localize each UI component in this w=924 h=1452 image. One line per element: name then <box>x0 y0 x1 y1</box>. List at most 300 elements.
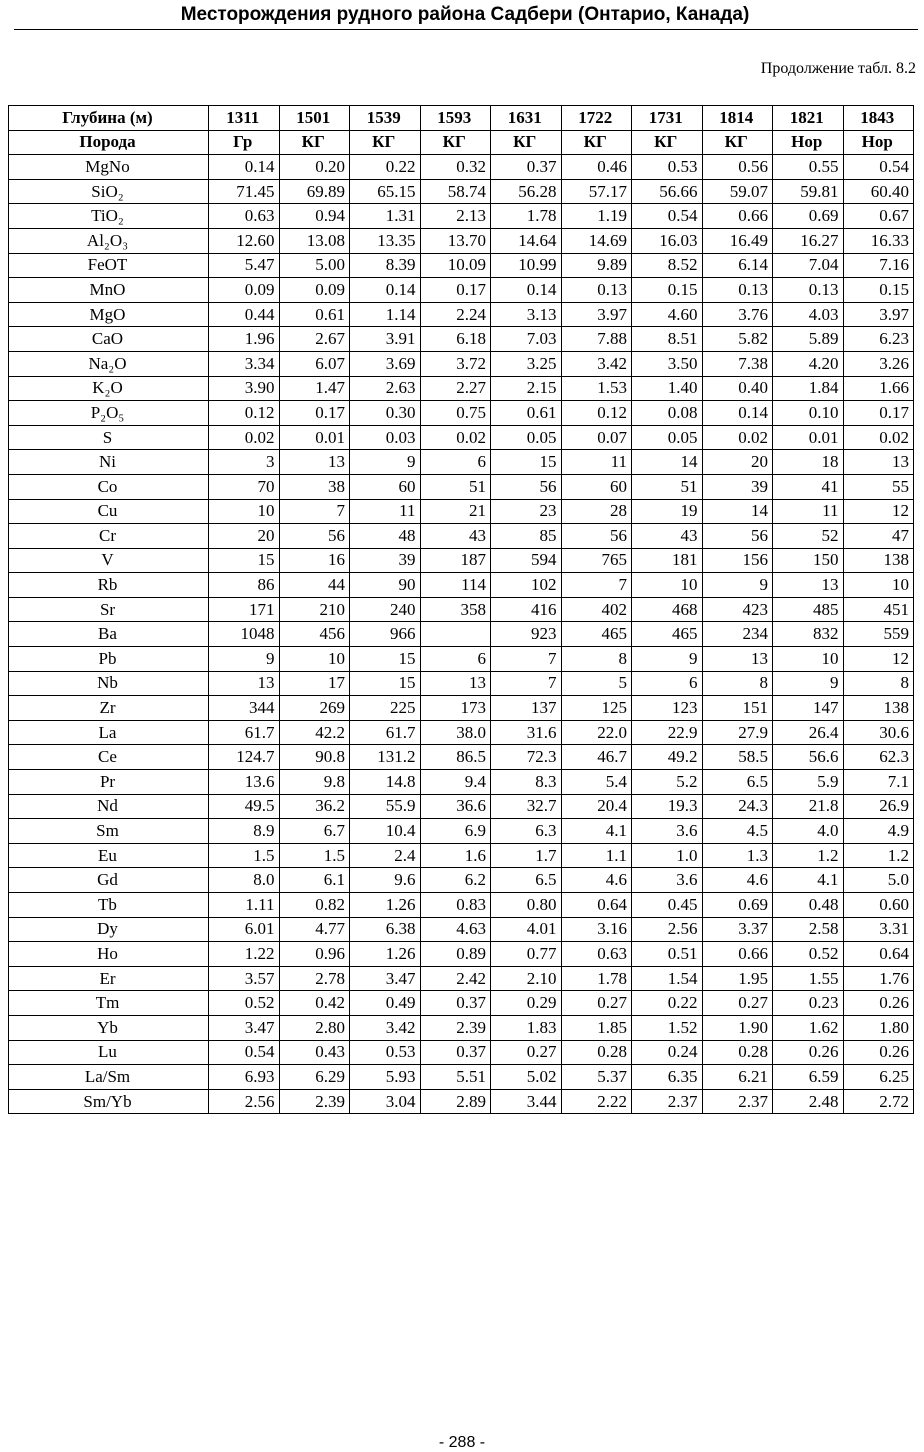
value-cell: 9.4 <box>420 770 491 795</box>
value-cell: 24.3 <box>702 794 773 819</box>
row-label: P₂O₅ <box>9 401 209 426</box>
value-cell: 3.50 <box>632 351 703 376</box>
value-cell: 9 <box>632 647 703 672</box>
value-cell: 0.22 <box>350 155 421 180</box>
value-cell: 90.8 <box>279 745 350 770</box>
value-cell: 4.1 <box>773 868 844 893</box>
value-cell: 28 <box>561 499 632 524</box>
rock-cell: КГ <box>420 130 491 155</box>
value-cell: 1.14 <box>350 302 421 327</box>
value-cell: 48 <box>350 524 421 549</box>
value-cell: 5.37 <box>561 1065 632 1090</box>
value-cell: 9.8 <box>279 770 350 795</box>
value-cell: 18 <box>773 450 844 475</box>
value-cell: 1.2 <box>843 843 914 868</box>
value-cell: 1.54 <box>632 966 703 991</box>
value-cell: 0.02 <box>843 425 914 450</box>
value-cell: 3.13 <box>491 302 562 327</box>
value-cell: 10.99 <box>491 253 562 278</box>
table-row <box>9 917 914 942</box>
value-cell: 90 <box>350 573 421 598</box>
table-row <box>9 327 914 352</box>
value-cell: 56 <box>491 474 562 499</box>
value-cell: 2.63 <box>350 376 421 401</box>
value-cell: 0.52 <box>773 942 844 967</box>
value-cell: 4.03 <box>773 302 844 327</box>
value-cell: 5.9 <box>773 770 844 795</box>
value-cell: 114 <box>420 573 491 598</box>
value-cell: 4.20 <box>773 351 844 376</box>
value-cell: 1.19 <box>561 204 632 229</box>
value-cell: 138 <box>843 548 914 573</box>
table-row <box>9 499 914 524</box>
value-cell: 8 <box>561 647 632 672</box>
value-cell: 21 <box>420 499 491 524</box>
value-cell: 7 <box>279 499 350 524</box>
value-cell: 0.26 <box>843 1040 914 1065</box>
value-cell: 0.30 <box>350 401 421 426</box>
value-cell: 3 <box>209 450 280 475</box>
value-cell: 240 <box>350 597 421 622</box>
value-cell: 16.33 <box>843 228 914 253</box>
value-cell: 0.66 <box>702 204 773 229</box>
value-cell: 2.89 <box>420 1089 491 1114</box>
row-label: Nd <box>9 794 209 819</box>
value-cell: 13 <box>279 450 350 475</box>
value-cell: 39 <box>702 474 773 499</box>
value-cell: 8.9 <box>209 819 280 844</box>
value-cell: 171 <box>209 597 280 622</box>
value-cell: 1.2 <box>773 843 844 868</box>
value-cell: 485 <box>773 597 844 622</box>
value-cell: 0.61 <box>279 302 350 327</box>
value-cell <box>420 622 491 647</box>
row-label: Ni <box>9 450 209 475</box>
value-cell: 0.17 <box>420 278 491 303</box>
value-cell: 51 <box>420 474 491 499</box>
value-cell: 42.2 <box>279 720 350 745</box>
rock-cell: Нор <box>773 130 844 155</box>
value-cell: 5.82 <box>702 327 773 352</box>
rock-cell: КГ <box>491 130 562 155</box>
value-cell: 0.69 <box>702 893 773 918</box>
value-cell: 1.11 <box>209 893 280 918</box>
value-cell: 2.78 <box>279 966 350 991</box>
value-cell: 0.27 <box>702 991 773 1016</box>
value-cell: 1.26 <box>350 942 421 967</box>
value-cell: 0.37 <box>420 1040 491 1065</box>
value-cell: 0.64 <box>561 893 632 918</box>
value-cell: 269 <box>279 696 350 721</box>
value-cell: 0.56 <box>702 155 773 180</box>
value-cell: 0.13 <box>561 278 632 303</box>
value-cell: 0.12 <box>561 401 632 426</box>
value-cell: 3.44 <box>491 1089 562 1114</box>
value-cell: 1.5 <box>279 843 350 868</box>
value-cell: 966 <box>350 622 421 647</box>
table-row <box>9 720 914 745</box>
table-row <box>9 671 914 696</box>
value-cell: 12 <box>843 647 914 672</box>
value-cell: 26.9 <box>843 794 914 819</box>
row-label: Dy <box>9 917 209 942</box>
row-label: Ba <box>9 622 209 647</box>
value-cell: 0.03 <box>350 425 421 450</box>
value-cell: 13.6 <box>209 770 280 795</box>
value-cell: 3.34 <box>209 351 280 376</box>
value-cell: 5.4 <box>561 770 632 795</box>
row-label: Sm <box>9 819 209 844</box>
value-cell: 7.16 <box>843 253 914 278</box>
table-row <box>9 1015 914 1040</box>
value-cell: 416 <box>491 597 562 622</box>
value-cell: 125 <box>561 696 632 721</box>
value-cell: 1.1 <box>561 843 632 868</box>
value-cell: 3.16 <box>561 917 632 942</box>
value-cell: 59.07 <box>702 179 773 204</box>
table-row <box>9 573 914 598</box>
geochemistry-table <box>8 105 914 1114</box>
value-cell: 1.84 <box>773 376 844 401</box>
value-cell: 0.02 <box>420 425 491 450</box>
value-cell: 0.24 <box>632 1040 703 1065</box>
value-cell: 69.89 <box>279 179 350 204</box>
value-cell: 11 <box>350 499 421 524</box>
value-cell: 13.70 <box>420 228 491 253</box>
value-cell: 43 <box>632 524 703 549</box>
value-cell: 3.72 <box>420 351 491 376</box>
row-label: Co <box>9 474 209 499</box>
table-body <box>9 155 914 1114</box>
table-row <box>9 843 914 868</box>
value-cell: 2.37 <box>702 1089 773 1114</box>
value-cell: 6.23 <box>843 327 914 352</box>
value-cell: 4.63 <box>420 917 491 942</box>
value-cell: 58.74 <box>420 179 491 204</box>
value-cell: 0.32 <box>420 155 491 180</box>
row-label: FeOT <box>9 253 209 278</box>
table-row <box>9 228 914 253</box>
row-label: SiO₂ <box>9 179 209 204</box>
value-cell: 3.90 <box>209 376 280 401</box>
value-cell: 61.7 <box>350 720 421 745</box>
value-cell: 72.3 <box>491 745 562 770</box>
value-cell: 9 <box>209 647 280 672</box>
value-cell: 0.01 <box>279 425 350 450</box>
depth-cell: 1501 <box>279 106 350 131</box>
value-cell: 3.04 <box>350 1089 421 1114</box>
row-label: MgO <box>9 302 209 327</box>
table-row <box>9 524 914 549</box>
value-cell: 26.4 <box>773 720 844 745</box>
depth-cell: 1722 <box>561 106 632 131</box>
value-cell: 31.6 <box>491 720 562 745</box>
table-row <box>9 597 914 622</box>
value-cell: 0.42 <box>279 991 350 1016</box>
value-cell: 3.25 <box>491 351 562 376</box>
row-label: La/Sm <box>9 1065 209 1090</box>
value-cell: 10 <box>632 573 703 598</box>
value-cell: 0.29 <box>491 991 562 1016</box>
value-cell: 7.88 <box>561 327 632 352</box>
value-cell: 0.75 <box>420 401 491 426</box>
value-cell: 2.4 <box>350 843 421 868</box>
value-cell: 19.3 <box>632 794 703 819</box>
value-cell: 15 <box>350 671 421 696</box>
value-cell: 0.14 <box>491 278 562 303</box>
value-cell: 1.55 <box>773 966 844 991</box>
value-cell: 1.5 <box>209 843 280 868</box>
value-cell: 0.60 <box>843 893 914 918</box>
running-header: Месторождения рудного района Садбери (Онтарио, Канада) <box>180 4 750 25</box>
value-cell: 56 <box>279 524 350 549</box>
value-cell: 5.47 <box>209 253 280 278</box>
value-cell: 1.7 <box>491 843 562 868</box>
value-cell: 3.47 <box>350 966 421 991</box>
rock-cell: Гр <box>209 130 280 155</box>
value-cell: 2.15 <box>491 376 562 401</box>
value-cell: 56 <box>702 524 773 549</box>
value-cell: 7.03 <box>491 327 562 352</box>
value-cell: 2.37 <box>632 1089 703 1114</box>
value-cell: 16 <box>279 548 350 573</box>
value-cell: 8 <box>843 671 914 696</box>
row-label: Pr <box>9 770 209 795</box>
value-cell: 1.96 <box>209 327 280 352</box>
value-cell: 0.80 <box>491 893 562 918</box>
value-cell: 0.02 <box>209 425 280 450</box>
value-cell: 0.08 <box>632 401 703 426</box>
value-cell: 57.17 <box>561 179 632 204</box>
value-cell: 8.52 <box>632 253 703 278</box>
row-label: Pb <box>9 647 209 672</box>
row-label: Rb <box>9 573 209 598</box>
value-cell: 1.62 <box>773 1015 844 1040</box>
table-row <box>9 278 914 303</box>
rock-label: Порода <box>9 130 209 155</box>
table-row <box>9 376 914 401</box>
value-cell: 6.35 <box>632 1065 703 1090</box>
value-cell: 38.0 <box>420 720 491 745</box>
row-label: Tb <box>9 893 209 918</box>
value-cell: 47 <box>843 524 914 549</box>
table-row <box>9 942 914 967</box>
value-cell: 0.26 <box>843 991 914 1016</box>
depth-cell: 1814 <box>702 106 773 131</box>
value-cell: 32.7 <box>491 794 562 819</box>
value-cell: 0.94 <box>279 204 350 229</box>
value-cell: 8.39 <box>350 253 421 278</box>
table-row <box>9 179 914 204</box>
value-cell: 0.09 <box>209 278 280 303</box>
row-label: TiO₂ <box>9 204 209 229</box>
value-cell: 6.25 <box>843 1065 914 1090</box>
value-cell: 0.89 <box>420 942 491 967</box>
value-cell: 17 <box>279 671 350 696</box>
value-cell: 36.6 <box>420 794 491 819</box>
value-cell: 156 <box>702 548 773 573</box>
row-label: Yb <box>9 1015 209 1040</box>
value-cell: 0.14 <box>209 155 280 180</box>
depth-cell: 1593 <box>420 106 491 131</box>
value-cell: 2.42 <box>420 966 491 991</box>
value-cell: 60 <box>350 474 421 499</box>
row-label: Lu <box>9 1040 209 1065</box>
value-cell: 0.63 <box>209 204 280 229</box>
value-cell: 49.5 <box>209 794 280 819</box>
value-cell: 456 <box>279 622 350 647</box>
value-cell: 181 <box>632 548 703 573</box>
value-cell: 14.8 <box>350 770 421 795</box>
value-cell: 2.72 <box>843 1089 914 1114</box>
value-cell: 10 <box>209 499 280 524</box>
value-cell: 10 <box>773 647 844 672</box>
value-cell: 0.02 <box>702 425 773 450</box>
value-cell: 559 <box>843 622 914 647</box>
table-row <box>9 450 914 475</box>
value-cell: 6 <box>420 647 491 672</box>
depth-cell: 1731 <box>632 106 703 131</box>
value-cell: 0.22 <box>632 991 703 1016</box>
value-cell: 0.63 <box>561 942 632 967</box>
value-cell: 0.66 <box>702 942 773 967</box>
value-cell: 3.57 <box>209 966 280 991</box>
value-cell: 19 <box>632 499 703 524</box>
value-cell: 6.3 <box>491 819 562 844</box>
value-cell: 11 <box>773 499 844 524</box>
value-cell: 1.6 <box>420 843 491 868</box>
value-cell: 0.13 <box>702 278 773 303</box>
value-cell: 7 <box>491 671 562 696</box>
value-cell: 2.48 <box>773 1089 844 1114</box>
value-cell: 21.8 <box>773 794 844 819</box>
value-cell: 4.60 <box>632 302 703 327</box>
value-cell: 2.24 <box>420 302 491 327</box>
value-cell: 0.37 <box>420 991 491 1016</box>
value-cell: 468 <box>632 597 703 622</box>
value-cell: 8.0 <box>209 868 280 893</box>
table-row <box>9 302 914 327</box>
value-cell: 0.27 <box>491 1040 562 1065</box>
value-cell: 6.5 <box>491 868 562 893</box>
value-cell: 0.37 <box>491 155 562 180</box>
value-cell: 3.6 <box>632 819 703 844</box>
value-cell: 52 <box>773 524 844 549</box>
value-cell: 8 <box>702 671 773 696</box>
depth-cell: 1539 <box>350 106 421 131</box>
value-cell: 6.7 <box>279 819 350 844</box>
value-cell: 12 <box>843 499 914 524</box>
value-cell: 6.9 <box>420 819 491 844</box>
value-cell: 4.5 <box>702 819 773 844</box>
value-cell: 465 <box>561 622 632 647</box>
value-cell: 451 <box>843 597 914 622</box>
value-cell: 6.1 <box>279 868 350 893</box>
table-row <box>9 770 914 795</box>
value-cell: 2.67 <box>279 327 350 352</box>
value-cell: 2.56 <box>632 917 703 942</box>
value-cell: 2.10 <box>491 966 562 991</box>
row-label: Sr <box>9 597 209 622</box>
value-cell: 27.9 <box>702 720 773 745</box>
value-cell: 2.56 <box>209 1089 280 1114</box>
row-label: Tm <box>9 991 209 1016</box>
value-cell: 6.21 <box>702 1065 773 1090</box>
value-cell: 138 <box>843 696 914 721</box>
value-cell: 44 <box>279 573 350 598</box>
value-cell: 0.44 <box>209 302 280 327</box>
value-cell: 1.26 <box>350 893 421 918</box>
value-cell: 1.0 <box>632 843 703 868</box>
value-cell: 3.69 <box>350 351 421 376</box>
table-row <box>9 991 914 1016</box>
value-cell: 0.10 <box>773 401 844 426</box>
table-row <box>9 1040 914 1065</box>
value-cell: 1.85 <box>561 1015 632 1040</box>
value-cell: 51 <box>632 474 703 499</box>
row-label: CaO <box>9 327 209 352</box>
table-row <box>9 155 914 180</box>
row-label: MnO <box>9 278 209 303</box>
row-label: K₂O <box>9 376 209 401</box>
value-cell: 13 <box>773 573 844 598</box>
value-cell: 0.15 <box>632 278 703 303</box>
table-caption: Продолжение табл. 8.2 <box>760 60 916 77</box>
value-cell: 0.12 <box>209 401 280 426</box>
value-cell: 56.6 <box>773 745 844 770</box>
value-cell: 0.09 <box>279 278 350 303</box>
value-cell: 11 <box>561 450 632 475</box>
value-cell: 58.5 <box>702 745 773 770</box>
value-cell: 0.46 <box>561 155 632 180</box>
value-cell: 3.42 <box>350 1015 421 1040</box>
value-cell: 6 <box>420 450 491 475</box>
value-cell: 85 <box>491 524 562 549</box>
value-cell: 1.83 <box>491 1015 562 1040</box>
value-cell: 0.53 <box>350 1040 421 1065</box>
value-cell: 9 <box>350 450 421 475</box>
value-cell: 4.9 <box>843 819 914 844</box>
value-cell: 13.35 <box>350 228 421 253</box>
value-cell: 0.05 <box>632 425 703 450</box>
row-label: Al₂O₃ <box>9 228 209 253</box>
rock-cell: КГ <box>702 130 773 155</box>
row-label: Cr <box>9 524 209 549</box>
value-cell: 2.39 <box>279 1089 350 1114</box>
value-cell: 1.95 <box>702 966 773 991</box>
value-cell: 0.67 <box>843 204 914 229</box>
value-cell: 14.64 <box>491 228 562 253</box>
value-cell: 4.6 <box>561 868 632 893</box>
table-row <box>9 745 914 770</box>
table-row <box>9 794 914 819</box>
value-cell: 358 <box>420 597 491 622</box>
value-cell: 4.77 <box>279 917 350 942</box>
row-label: Nb <box>9 671 209 696</box>
value-cell: 402 <box>561 597 632 622</box>
value-cell: 187 <box>420 548 491 573</box>
value-cell: 16.27 <box>773 228 844 253</box>
value-cell: 6.2 <box>420 868 491 893</box>
value-cell: 49.2 <box>632 745 703 770</box>
value-cell: 0.69 <box>773 204 844 229</box>
value-cell: 765 <box>561 548 632 573</box>
table-row <box>9 474 914 499</box>
value-cell: 0.77 <box>491 942 562 967</box>
value-cell: 7.1 <box>843 770 914 795</box>
value-cell: 594 <box>491 548 562 573</box>
value-cell: 3.42 <box>561 351 632 376</box>
